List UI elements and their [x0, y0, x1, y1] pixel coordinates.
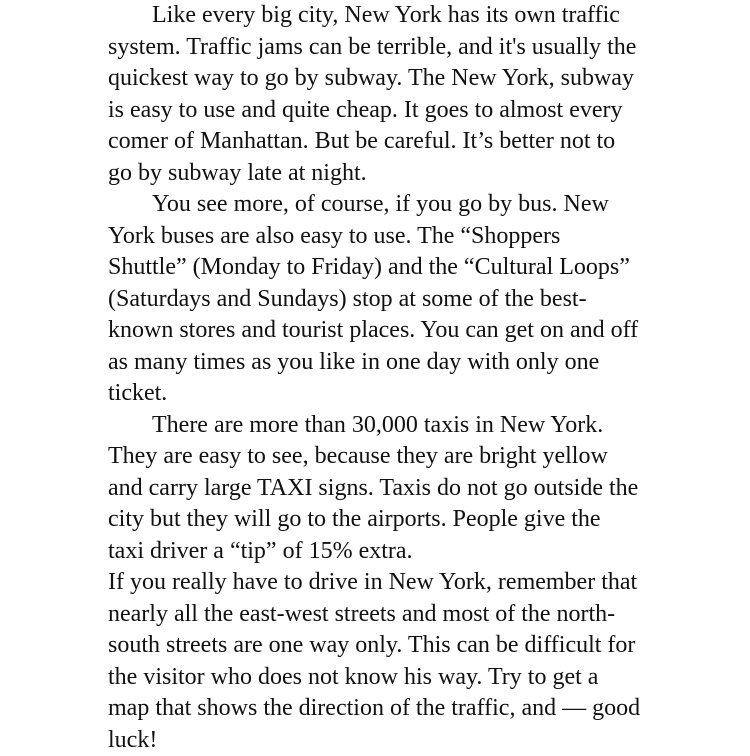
text-line: the visitor who does not know his way. Try to get a — [108, 662, 708, 694]
text-line: ticket. — [108, 378, 708, 410]
text-line: comer of Manhattan. But be careful. It’s better not to — [108, 126, 708, 158]
paragraph-bus — [108, 189, 708, 410]
paragraph-driving — [108, 567, 708, 756]
text-line: luck! — [108, 725, 708, 756]
text-line: taxi driver a “tip” of 15% extra. — [108, 536, 708, 568]
text-line: city but they will go to the airports. People give the — [108, 504, 708, 536]
text-line: map that shows the direction of the traffic, and — good — [108, 693, 708, 725]
document-page — [108, 0, 708, 756]
text-line: There are more than 30,000 taxis in New York. — [108, 410, 708, 442]
text-line: south streets are one way only. This can be difficult for — [108, 630, 708, 662]
text-line: is easy to use and quite cheap. It goes to almost every — [108, 95, 708, 127]
text-line: If you really have to drive in New York, remember that — [108, 567, 708, 599]
text-line: as many times as you like in one day with only one — [108, 347, 708, 379]
text-line: They are easy to see, because they are bright yellow — [108, 441, 708, 473]
text-line: York buses are also easy to use. The “Shoppers — [108, 221, 708, 253]
paragraph-subway — [108, 0, 708, 189]
text-line: system. Traffic jams can be terrible, and it's usually the — [108, 32, 708, 64]
text-line: nearly all the east-west streets and most of the north- — [108, 599, 708, 631]
paragraph-taxi — [108, 410, 708, 568]
text-line: You see more, of course, if you go by bus. New — [108, 189, 708, 221]
text-line: go by subway late at night. — [108, 158, 708, 190]
text-line: Shuttle” (Monday to Friday) and the “Cultural Loops” — [108, 252, 708, 284]
text-line: Like every big city, New York has its own traffic — [108, 0, 708, 32]
text-line: known stores and tourist places. You can get on and off — [108, 315, 708, 347]
text-line: and carry large TAXI signs. Taxis do not go outside the — [108, 473, 708, 505]
text-line: quickest way to go by subway. The New York, subway — [108, 63, 708, 95]
text-line: (Saturdays and Sundays) stop at some of the best- — [108, 284, 708, 316]
